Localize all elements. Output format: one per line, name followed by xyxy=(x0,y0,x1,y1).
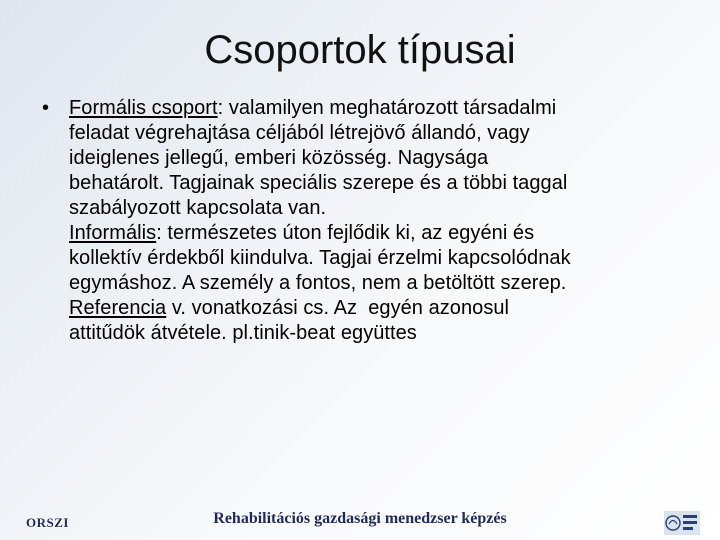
bullet-item xyxy=(42,96,692,346)
text-line: feladat végrehajtása céljából létrejövő állandó, vagy xyxy=(69,122,530,144)
text-line: kollektív érdekből kiindulva. Tagjai érzelmi kapcsolódnak xyxy=(69,247,571,269)
text-line: egymáshoz. A személy a fontos, nem a betöltött szerep. xyxy=(69,272,567,294)
slide-title: Csoportok típusai xyxy=(204,28,516,72)
paragraph-formal-group xyxy=(69,96,692,221)
paragraph-reference-group xyxy=(69,296,692,346)
text-line: behatárolt. Tagjainak speciális szerepe és a többi taggal xyxy=(69,172,568,194)
term-informal: Informális xyxy=(69,222,157,244)
text-line: ideiglenes jellegű, emberi közösség. Nagysága xyxy=(69,147,489,169)
orszi-logo: ORSZI xyxy=(26,515,69,530)
slide-content xyxy=(42,96,692,346)
term-formal-group: Formális csoport xyxy=(69,97,218,119)
bullet-dot: • xyxy=(42,97,50,119)
footer-course-title: Rehabilitációs gazdasági menedzser képzés xyxy=(213,510,507,527)
text-line: v. vonatkozási cs. Az egyén azonosul xyxy=(166,297,510,319)
term-reference: Referencia xyxy=(69,297,167,319)
institution-logo-icon xyxy=(664,511,700,535)
text-line: szabályozott kapcsolata van. xyxy=(69,197,327,219)
text-line: : valamilyen meghatározott társadalmi xyxy=(217,97,557,119)
text-line: : természetes úton fejlődik ki, az egyéni és xyxy=(156,222,535,244)
paragraph-informal-group xyxy=(69,221,692,296)
text-line: attitűdök átvétele. pl.tinik-beat együttes xyxy=(69,322,417,344)
